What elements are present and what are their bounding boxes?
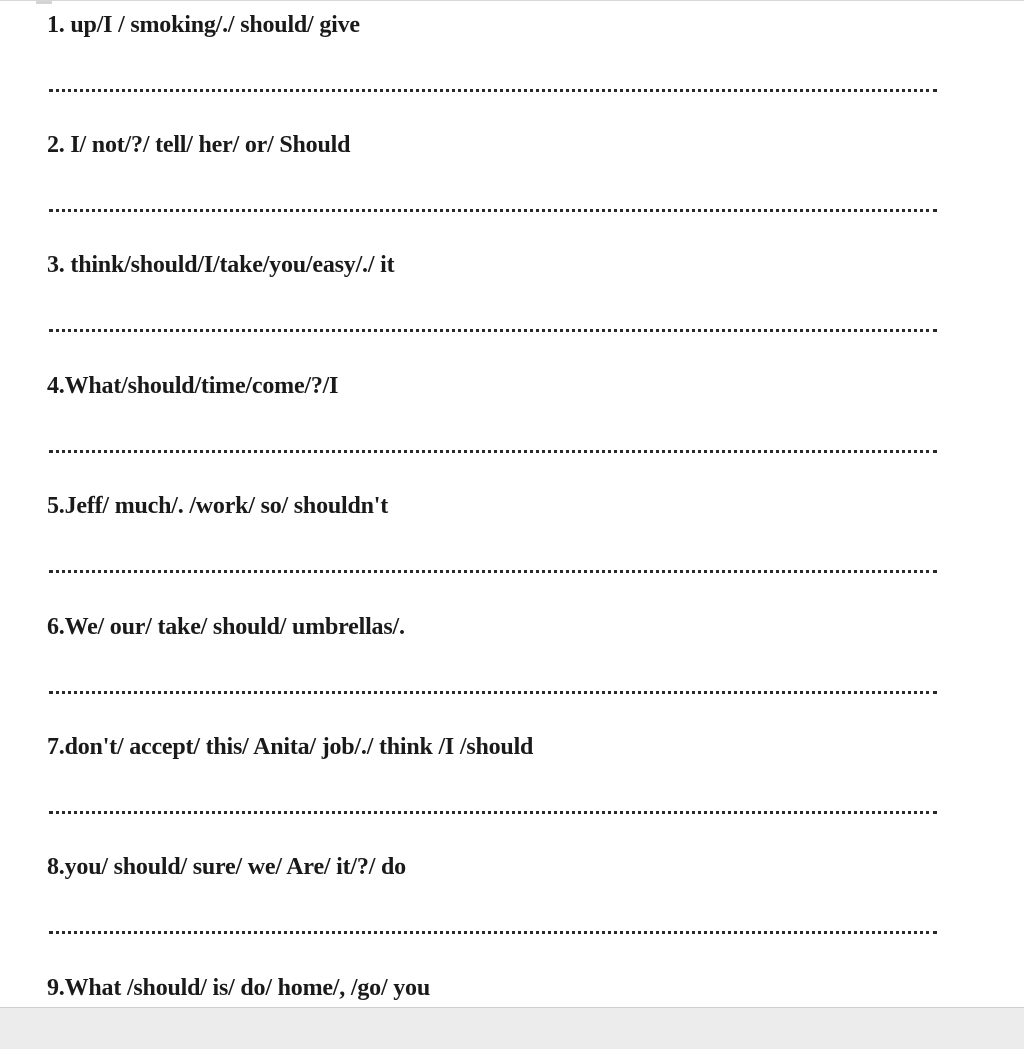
exercise-item-7 [47, 723, 947, 843]
exercise-prompt: 5.Jeff/ much/. /work/ so/ shouldn't [47, 493, 389, 519]
exercise-prompt: 8.you/ should/ sure/ we/ Are/ it/?/ do [47, 854, 406, 880]
answer-line[interactable] [49, 931, 937, 934]
answer-line[interactable] [49, 811, 937, 814]
exercise-item-1 [47, 1, 947, 121]
exercise-prompt: 3. think/should/I/take/you/easy/./ it [47, 252, 395, 278]
exercise-prompt: 9.What /should/ is/ do/ home/, /go/ you [47, 975, 430, 1001]
exercise-prompt: 6.We/ our/ take/ should/ umbrellas/. [47, 614, 405, 640]
answer-line[interactable] [49, 89, 937, 92]
exercise-item-5 [47, 482, 947, 602]
exercise-prompt: 1. up/I / smoking/./ should/ give [47, 12, 360, 38]
answer-line[interactable] [49, 570, 937, 573]
answer-line[interactable] [49, 450, 937, 453]
answer-line[interactable] [49, 209, 937, 212]
exercise-item-8 [47, 843, 947, 963]
exercise-item-9 [47, 964, 947, 1008]
viewer-background [0, 1008, 1024, 1049]
exercise-prompt: 2. I/ not/?/ tell/ her/ or/ Should [47, 132, 351, 158]
answer-line[interactable] [49, 691, 937, 694]
exercise-prompt: 4.What/should/time/come/?/I [47, 373, 339, 399]
answer-line[interactable] [49, 329, 937, 332]
exercise-item-4 [47, 362, 947, 482]
exercise-item-6 [47, 603, 947, 723]
exercise-prompt: 7.don't/ accept/ this/ Anita/ job/./ think /I /should [47, 734, 534, 760]
exercise-item-3 [47, 241, 947, 361]
exercise-item-2 [47, 121, 947, 241]
